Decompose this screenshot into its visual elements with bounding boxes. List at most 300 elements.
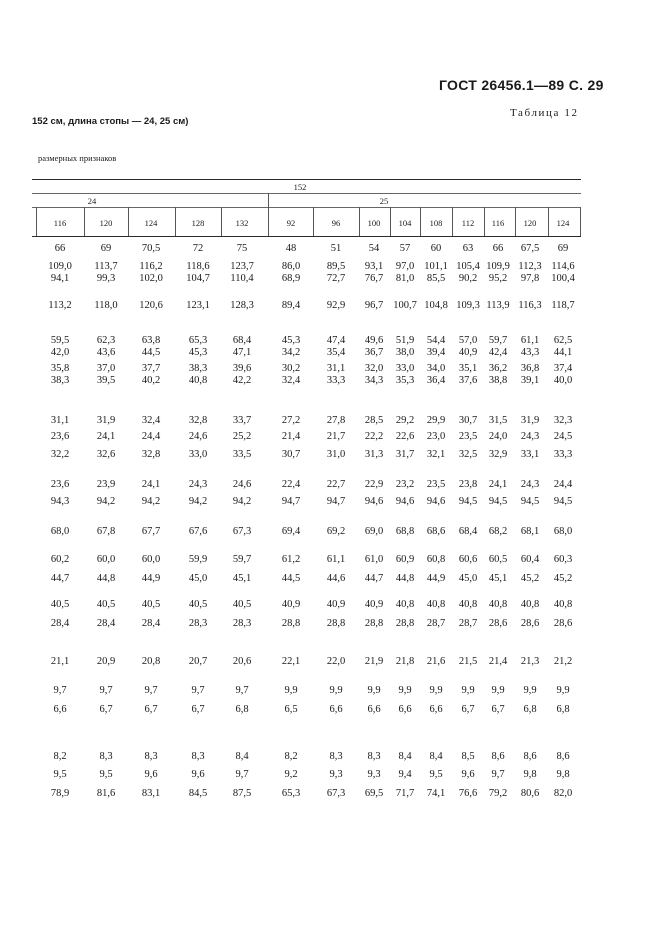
table-cell: 37,6 bbox=[458, 375, 478, 386]
table-cell: 63,8 bbox=[141, 335, 161, 346]
table-cell: 83,1 bbox=[141, 788, 161, 799]
table-cell: 24,6 bbox=[232, 479, 252, 490]
table-cell: 24,1 bbox=[96, 431, 116, 442]
table-cell: 60,0 bbox=[96, 554, 116, 565]
table-cell: 61,2 bbox=[281, 554, 301, 565]
column-divider bbox=[515, 207, 516, 236]
table-cell: 24,0 bbox=[488, 431, 508, 442]
column-header: 100 bbox=[367, 218, 381, 228]
table-cell: 69,2 bbox=[326, 526, 346, 537]
table-cell: 32,3 bbox=[553, 415, 573, 426]
table-cell: 8,6 bbox=[556, 751, 570, 762]
table-cell: 8,3 bbox=[329, 751, 343, 762]
table-cell: 68,8 bbox=[395, 526, 415, 537]
table-cell: 86,0 bbox=[281, 261, 301, 272]
table-cell: 8,5 bbox=[461, 751, 475, 762]
table-cell: 30,7 bbox=[458, 415, 478, 426]
table-cell: 38,8 bbox=[488, 375, 508, 386]
table-cell: 68,9 bbox=[281, 273, 301, 284]
column-divider bbox=[359, 207, 360, 236]
table-cell: 65,3 bbox=[281, 788, 301, 799]
table-cell: 40,9 bbox=[281, 599, 301, 610]
table-cell: 40,0 bbox=[553, 375, 573, 386]
table-cell: 59,5 bbox=[50, 335, 70, 346]
table-cell: 44,5 bbox=[281, 573, 301, 584]
table-cell: 87,5 bbox=[232, 788, 252, 799]
table-cell: 40,8 bbox=[488, 599, 508, 610]
table-cell: 6,8 bbox=[235, 704, 249, 715]
table-cell: 94,6 bbox=[364, 496, 384, 507]
table-cell: 40,5 bbox=[188, 599, 208, 610]
table-cell: 31,9 bbox=[96, 415, 116, 426]
table-cell: 90,2 bbox=[458, 273, 478, 284]
table-cell: 32,9 bbox=[488, 449, 508, 460]
table-cell: 37,7 bbox=[141, 363, 161, 374]
table-cell: 6,8 bbox=[523, 704, 537, 715]
table-cell: 94,6 bbox=[426, 496, 446, 507]
table-cell: 81,0 bbox=[395, 273, 415, 284]
column-header: 112 bbox=[461, 218, 475, 228]
table-cell: 23,2 bbox=[395, 479, 415, 490]
column-header: 128 bbox=[191, 218, 205, 228]
table-cell: 28,4 bbox=[141, 618, 161, 629]
table-cell: 116,3 bbox=[518, 300, 542, 311]
table-cell: 45,3 bbox=[188, 347, 208, 358]
table-cell: 92,9 bbox=[326, 300, 346, 311]
foot-group-rule bbox=[32, 207, 581, 208]
header-bottom-rule bbox=[32, 236, 581, 237]
table-cell: 8,2 bbox=[284, 751, 298, 762]
table-cell: 94,7 bbox=[281, 496, 301, 507]
table-cell: 6,6 bbox=[398, 704, 412, 715]
table-cell: 9,6 bbox=[144, 769, 158, 780]
table-cell: 60,3 bbox=[553, 554, 573, 565]
table-cell: 43,3 bbox=[520, 347, 540, 358]
table-cell: 9,7 bbox=[99, 685, 113, 696]
table-cell: 31,1 bbox=[326, 363, 346, 374]
column-divider bbox=[221, 207, 222, 236]
table-cell: 23,5 bbox=[426, 479, 446, 490]
table-cell: 71,7 bbox=[395, 788, 415, 799]
table-cell: 94,3 bbox=[50, 496, 70, 507]
table-cell: 61,1 bbox=[326, 554, 346, 565]
table-cell: 32,8 bbox=[141, 449, 161, 460]
table-cell: 44,5 bbox=[141, 347, 161, 358]
foot-group-label: 24 bbox=[87, 196, 97, 206]
table-cell: 95,2 bbox=[488, 273, 508, 284]
table-cell: 32,0 bbox=[364, 363, 384, 374]
table-top-rule bbox=[32, 179, 581, 180]
table-cell: 123,7 bbox=[230, 261, 254, 272]
table-cell: 29,9 bbox=[426, 415, 446, 426]
table-cell: 21,5 bbox=[458, 656, 478, 667]
table-cell: 24,3 bbox=[188, 479, 208, 490]
table-cell: 94,2 bbox=[188, 496, 208, 507]
table-cell: 89,4 bbox=[281, 300, 301, 311]
table-cell: 37,4 bbox=[553, 363, 573, 374]
table-cell: 9,4 bbox=[398, 769, 412, 780]
table-cell: 94,5 bbox=[458, 496, 478, 507]
table-cell: 63 bbox=[462, 243, 474, 254]
table-cell: 61,0 bbox=[364, 554, 384, 565]
table-cell: 40,8 bbox=[520, 599, 540, 610]
table-cell: 31,9 bbox=[520, 415, 540, 426]
table-cell: 40,8 bbox=[188, 375, 208, 386]
table-cell: 60,6 bbox=[458, 554, 478, 565]
table-cell: 40,8 bbox=[458, 599, 478, 610]
table-cell: 31,0 bbox=[326, 449, 346, 460]
column-header: 132 bbox=[235, 218, 249, 228]
table-cell: 9,9 bbox=[491, 685, 505, 696]
table-cell: 8,6 bbox=[491, 751, 505, 762]
table-cell: 9,7 bbox=[235, 769, 249, 780]
table-cell: 69 bbox=[100, 243, 112, 254]
page-header: ГОСТ 26456.1—89 С. 29 bbox=[439, 77, 604, 93]
table-cell: 33,3 bbox=[326, 375, 346, 386]
table-cell: 33,0 bbox=[188, 449, 208, 460]
table-cell: 68,2 bbox=[488, 526, 508, 537]
table-cell: 36,4 bbox=[426, 375, 446, 386]
table-cell: 67,6 bbox=[188, 526, 208, 537]
column-header: 104 bbox=[398, 218, 412, 228]
table-cell: 20,6 bbox=[232, 656, 252, 667]
table-cell: 23,5 bbox=[458, 431, 478, 442]
column-header: 96 bbox=[331, 218, 341, 228]
table-cell: 97,0 bbox=[395, 261, 415, 272]
table-cell: 28,3 bbox=[232, 618, 252, 629]
table-cell: 45,0 bbox=[188, 573, 208, 584]
table-cell: 9,3 bbox=[329, 769, 343, 780]
table-cell: 68,6 bbox=[426, 526, 446, 537]
table-cell: 97,8 bbox=[520, 273, 540, 284]
table-cell: 21,6 bbox=[426, 656, 446, 667]
table-cell: 28,8 bbox=[326, 618, 346, 629]
table-cell: 8,2 bbox=[53, 751, 67, 762]
table-cell: 9,9 bbox=[556, 685, 570, 696]
table-cell: 60,9 bbox=[395, 554, 415, 565]
table-cell: 8,6 bbox=[523, 751, 537, 762]
table-cell: 39,4 bbox=[426, 347, 446, 358]
table-cell: 36,2 bbox=[488, 363, 508, 374]
table-cell: 38,0 bbox=[395, 347, 415, 358]
table-cell: 9,9 bbox=[523, 685, 537, 696]
table-cell: 6,6 bbox=[53, 704, 67, 715]
table-cell: 9,9 bbox=[429, 685, 443, 696]
table-cell: 81,6 bbox=[96, 788, 116, 799]
table-label: Таблица 12 bbox=[510, 107, 579, 119]
table-cell: 93,1 bbox=[364, 261, 384, 272]
table-cell: 94,5 bbox=[488, 496, 508, 507]
table-cell: 61,1 bbox=[520, 335, 540, 346]
table-cell: 31,5 bbox=[488, 415, 508, 426]
table-cell: 8,3 bbox=[191, 751, 205, 762]
table-cell: 35,1 bbox=[458, 363, 478, 374]
table-cell: 75 bbox=[236, 243, 248, 254]
table-cell: 9,6 bbox=[191, 769, 205, 780]
table-cell: 109,9 bbox=[486, 261, 510, 272]
table-cell: 118,7 bbox=[551, 300, 575, 311]
table-cell: 94,2 bbox=[96, 496, 116, 507]
table-cell: 6,7 bbox=[461, 704, 475, 715]
table-cell: 35,3 bbox=[395, 375, 415, 386]
table-cell: 24,6 bbox=[188, 431, 208, 442]
table-cell: 21,7 bbox=[326, 431, 346, 442]
table-cell: 44,7 bbox=[364, 573, 384, 584]
table-cell: 79,2 bbox=[488, 788, 508, 799]
column-header: 124 bbox=[144, 218, 158, 228]
table-cell: 116,2 bbox=[139, 261, 163, 272]
table-cell: 34,0 bbox=[426, 363, 446, 374]
table-cell: 28,6 bbox=[520, 618, 540, 629]
table-cell: 84,5 bbox=[188, 788, 208, 799]
table-cell: 28,6 bbox=[488, 618, 508, 629]
table-cell: 9,8 bbox=[523, 769, 537, 780]
table-cell: 9,7 bbox=[191, 685, 205, 696]
table-cell: 35,8 bbox=[50, 363, 70, 374]
table-cell: 32,1 bbox=[426, 449, 446, 460]
table-cell: 28,3 bbox=[188, 618, 208, 629]
column-divider bbox=[420, 207, 421, 236]
table-cell: 24,1 bbox=[488, 479, 508, 490]
table-cell: 47,4 bbox=[326, 335, 346, 346]
table-cell: 113,9 bbox=[486, 300, 510, 311]
column-header: 120 bbox=[523, 218, 537, 228]
column-divider bbox=[36, 207, 37, 236]
table-cell: 45,3 bbox=[281, 335, 301, 346]
table-cell: 9,7 bbox=[491, 769, 505, 780]
table-cell: 66 bbox=[492, 243, 504, 254]
table-cell: 44,9 bbox=[141, 573, 161, 584]
column-divider bbox=[268, 207, 269, 236]
table-cell: 104,8 bbox=[424, 300, 448, 311]
table-cell: 94,7 bbox=[326, 496, 346, 507]
table-cell: 78,9 bbox=[50, 788, 70, 799]
table-cell: 67,3 bbox=[232, 526, 252, 537]
table-cell: 22,6 bbox=[395, 431, 415, 442]
table-cell: 74,1 bbox=[426, 788, 446, 799]
table-cell: 105,4 bbox=[456, 261, 480, 272]
table-cell: 114,6 bbox=[551, 261, 575, 272]
table-cell: 28,8 bbox=[395, 618, 415, 629]
table-cell: 40,8 bbox=[395, 599, 415, 610]
table-cell: 24,3 bbox=[520, 479, 540, 490]
table-cell: 22,1 bbox=[281, 656, 301, 667]
table-cell: 94,5 bbox=[520, 496, 540, 507]
table-cell: 38,3 bbox=[188, 363, 208, 374]
table-cell: 40,5 bbox=[232, 599, 252, 610]
table-cell: 62,3 bbox=[96, 335, 116, 346]
table-cell: 120,6 bbox=[139, 300, 163, 311]
table-cell: 32,4 bbox=[141, 415, 161, 426]
table-cell: 40,8 bbox=[553, 599, 573, 610]
table-cell: 30,2 bbox=[281, 363, 301, 374]
column-divider bbox=[84, 207, 85, 236]
table-cell: 94,2 bbox=[232, 496, 252, 507]
table-cell: 22,0 bbox=[326, 656, 346, 667]
table-cell: 67,8 bbox=[96, 526, 116, 537]
table-cell: 21,8 bbox=[395, 656, 415, 667]
table-cell: 9,6 bbox=[461, 769, 475, 780]
table-cell: 62,5 bbox=[553, 335, 573, 346]
column-header: 116 bbox=[491, 218, 505, 228]
table-cell: 6,8 bbox=[556, 704, 570, 715]
table-cell: 94,6 bbox=[395, 496, 415, 507]
table-cell: 40,2 bbox=[141, 375, 161, 386]
table-cell: 39,6 bbox=[232, 363, 252, 374]
table-cell: 32,5 bbox=[458, 449, 478, 460]
table-cell: 85,5 bbox=[426, 273, 446, 284]
table-cell: 33,1 bbox=[520, 449, 540, 460]
table-cell: 25,2 bbox=[232, 431, 252, 442]
foot-group-label: 25 bbox=[379, 196, 389, 206]
table-cell: 22,4 bbox=[281, 479, 301, 490]
table-cell: 20,9 bbox=[96, 656, 116, 667]
table-cell: 6,7 bbox=[191, 704, 205, 715]
table-cell: 21,2 bbox=[553, 656, 573, 667]
table-cell: 49,6 bbox=[364, 335, 384, 346]
table-cell: 89,5 bbox=[326, 261, 346, 272]
table-cell: 44,9 bbox=[426, 573, 446, 584]
table-cell: 68,4 bbox=[458, 526, 478, 537]
table-cell: 21,4 bbox=[281, 431, 301, 442]
table-cell: 60,0 bbox=[141, 554, 161, 565]
table-cell: 9,2 bbox=[284, 769, 298, 780]
column-divider bbox=[484, 207, 485, 236]
table-cell: 22,2 bbox=[364, 431, 384, 442]
table-cell: 23,9 bbox=[96, 479, 116, 490]
table-cell: 32,4 bbox=[281, 375, 301, 386]
table-cell: 42,0 bbox=[50, 347, 70, 358]
table-cell: 43,6 bbox=[96, 347, 116, 358]
table-cell: 27,8 bbox=[326, 415, 346, 426]
table-cell: 24,4 bbox=[141, 431, 161, 442]
column-header: 120 bbox=[99, 218, 113, 228]
table-cell: 70,5 bbox=[141, 243, 161, 254]
column-header: 92 bbox=[286, 218, 296, 228]
table-cell: 69,0 bbox=[364, 526, 384, 537]
table-cell: 118,0 bbox=[94, 300, 118, 311]
table-cell: 9,7 bbox=[235, 685, 249, 696]
table-cell: 57,0 bbox=[458, 335, 478, 346]
table-cell: 104,7 bbox=[186, 273, 210, 284]
column-divider bbox=[128, 207, 129, 236]
table-cell: 80,6 bbox=[520, 788, 540, 799]
table-cell: 99,3 bbox=[96, 273, 116, 284]
table-cell: 37,0 bbox=[96, 363, 116, 374]
table-cell: 23,0 bbox=[426, 431, 446, 442]
table-cell: 39,5 bbox=[96, 375, 116, 386]
table-cell: 8,4 bbox=[429, 751, 443, 762]
table-cell: 8,3 bbox=[99, 751, 113, 762]
table-cell: 45,1 bbox=[488, 573, 508, 584]
table-cell: 9,5 bbox=[53, 769, 67, 780]
table-cell: 60 bbox=[430, 243, 442, 254]
table-cell: 54,4 bbox=[426, 335, 446, 346]
table-cell: 6,5 bbox=[284, 704, 298, 715]
table-cell: 44,6 bbox=[326, 573, 346, 584]
table-cell: 28,4 bbox=[50, 618, 70, 629]
table-cell: 9,8 bbox=[556, 769, 570, 780]
table-cell: 45,2 bbox=[520, 573, 540, 584]
table-cell: 9,9 bbox=[461, 685, 475, 696]
column-header: 116 bbox=[53, 218, 67, 228]
table-cell: 109,3 bbox=[456, 300, 480, 311]
params-label: размерных признаков bbox=[38, 153, 117, 163]
table-cell: 44,7 bbox=[50, 573, 70, 584]
column-divider bbox=[580, 207, 581, 236]
table-cell: 28,8 bbox=[281, 618, 301, 629]
table-cell: 8,3 bbox=[367, 751, 381, 762]
table-cell: 33,0 bbox=[395, 363, 415, 374]
column-divider bbox=[313, 207, 314, 236]
table-cell: 21,4 bbox=[488, 656, 508, 667]
table-cell: 102,0 bbox=[139, 273, 163, 284]
table-cell: 6,6 bbox=[429, 704, 443, 715]
table-cell: 113,2 bbox=[48, 300, 72, 311]
table-cell: 40,5 bbox=[50, 599, 70, 610]
table-cell: 9,5 bbox=[99, 769, 113, 780]
table-cell: 21,9 bbox=[364, 656, 384, 667]
table-cell: 28,5 bbox=[364, 415, 384, 426]
table-cell: 32,6 bbox=[96, 449, 116, 460]
table-cell: 100,4 bbox=[551, 273, 575, 284]
table-cell: 94,2 bbox=[141, 496, 161, 507]
table-cell: 6,7 bbox=[144, 704, 158, 715]
table-cell: 6,6 bbox=[367, 704, 381, 715]
table-cell: 32,8 bbox=[188, 415, 208, 426]
table-cell: 24,5 bbox=[553, 431, 573, 442]
table-cell: 40,5 bbox=[141, 599, 161, 610]
table-cell: 9,9 bbox=[329, 685, 343, 696]
table-cell: 9,7 bbox=[53, 685, 67, 696]
table-cell: 68,1 bbox=[520, 526, 540, 537]
table-cell: 8,4 bbox=[235, 751, 249, 762]
table-cell: 67,3 bbox=[326, 788, 346, 799]
table-cell: 29,2 bbox=[395, 415, 415, 426]
table-cell: 28,8 bbox=[364, 618, 384, 629]
table-cell: 9,9 bbox=[398, 685, 412, 696]
table-cell: 60,2 bbox=[50, 554, 70, 565]
table-cell: 94,1 bbox=[50, 273, 70, 284]
table-cell: 82,0 bbox=[553, 788, 573, 799]
table-cell: 6,7 bbox=[99, 704, 113, 715]
table-cell: 72 bbox=[192, 243, 204, 254]
column-divider bbox=[390, 207, 391, 236]
table-cell: 94,5 bbox=[553, 496, 573, 507]
table-cell: 67,5 bbox=[520, 243, 540, 254]
table-cell: 36,8 bbox=[520, 363, 540, 374]
table-cell: 57 bbox=[399, 243, 411, 254]
table-cell: 27,2 bbox=[281, 415, 301, 426]
table-cell: 33,7 bbox=[232, 415, 252, 426]
table-cell: 51,9 bbox=[395, 335, 415, 346]
table-cell: 68,0 bbox=[553, 526, 573, 537]
table-cell: 45,0 bbox=[458, 573, 478, 584]
table-cell: 28,6 bbox=[553, 618, 573, 629]
table-cell: 96,7 bbox=[364, 300, 384, 311]
table-cell: 44,8 bbox=[395, 573, 415, 584]
table-cell: 34,3 bbox=[364, 375, 384, 386]
table-cell: 9,3 bbox=[367, 769, 381, 780]
table-cell: 9,9 bbox=[367, 685, 381, 696]
table-cell: 31,3 bbox=[364, 449, 384, 460]
table-cell: 69,4 bbox=[281, 526, 301, 537]
table-cell: 22,7 bbox=[326, 479, 346, 490]
table-cell: 101,1 bbox=[424, 261, 448, 272]
table-cell: 32,2 bbox=[50, 449, 70, 460]
table-cell: 44,8 bbox=[96, 573, 116, 584]
table-cell: 76,6 bbox=[458, 788, 478, 799]
